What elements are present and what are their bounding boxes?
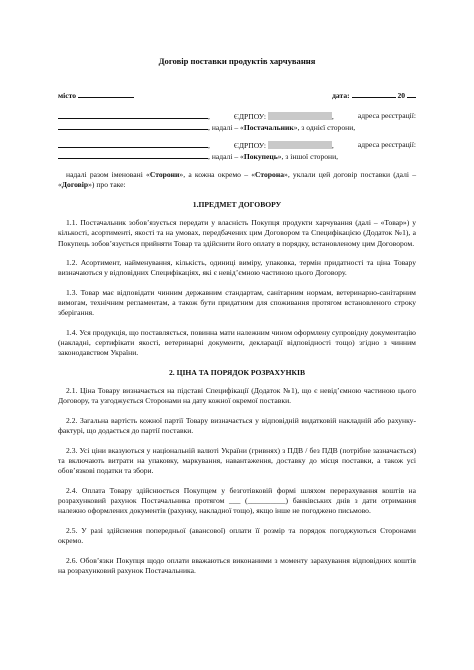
- clause-2-2: 2.2. Загальна вартість кожної партії Товару визначається у відповідній видатковій накладній або рахунку-фактурі, що додається до партії поставки.: [58, 416, 416, 436]
- buyer-role: Покупець: [243, 152, 278, 161]
- city-date-line: [58, 90, 416, 101]
- year-prefix: 20: [397, 91, 406, 100]
- clause-2-1: 2.1. Ціна Товару визначається на підставі Специфікації (Додаток №1), що є невід’ємною частиною цього Договору, та узгоджується Сторонами на дату кожної окремої поставки.: [58, 386, 416, 406]
- city-blank: [78, 90, 134, 98]
- year-blank: [407, 90, 416, 98]
- buyer-address-blank: [58, 151, 208, 159]
- buyer-named-prefix: надалі – «: [211, 152, 244, 161]
- clause-2-3: 2.3. Усі ціни вказуються у національній валюті України (гривнях) з ПДВ / без ПДВ (потрібне зазначається) та включають витрати на упаковку, маркування, навантаження, доставку до місця поставки, а також усі обов’язкові податки та збори.: [58, 445, 416, 476]
- clause-2-6: 2.6. Обов’язки Покупця щодо оплати вважаються виконаними з моменту зарахування відповідних коштів на розрахунковий рахунок Постачальника.: [58, 555, 416, 575]
- buyer-line-2: , надалі – «Покупець», з іншої сторони,: [58, 151, 416, 162]
- supplier-line-2: , надалі – «Постачальник», з однієї сторони,: [58, 122, 416, 133]
- clause-1-2: 1.2. Асортимент, найменування, кількість, одиниці виміру, упаковка, термін придатності та ціна Товару визначаються у відповідних Специфікаціях, які є невід’ємною частиною цього Договору.: [58, 258, 416, 278]
- buyer-address-label: адреса реєстрації:: [357, 140, 416, 149]
- city-label: місто: [58, 91, 77, 100]
- section-2-heading: 2. ЦІНА ТА ПОРЯДОК РОЗРАХУНКІВ: [168, 368, 306, 378]
- date-blank: [352, 90, 396, 98]
- buyer-line-1: , ЄДРПОУ: , адреса реєстрації:: [58, 140, 416, 151]
- supplier-name-blank: [58, 111, 208, 119]
- intro-paragraph: надалі разом іменовані «Сторони», а кожна окремо – «Сторона», уклали цей договір поставки (далі – «Договір») про таке:: [58, 170, 416, 190]
- buyer-edrpou-label: ЄДРПОУ:: [233, 141, 266, 150]
- clause-2-5: 2.5. У разі здійснення попередньої (авансової) оплати її розмір та порядок погоджуються Сторонами окремо.: [58, 525, 416, 546]
- clause-2-4: 2.4. Оплата Товару здійснюється Покупцем у безготівковій формі шляхом перерахування коштів на розрахунковий рахунок Постачальника протягом ___ (__________) банківських днів з дати отримання належно оформлених документів (рахунку, накладної тощо), якщо інше не погоджено письмово.: [58, 485, 416, 516]
- supplier-edrpou-redacted: [268, 112, 332, 120]
- clause-1-1: 1.1. Постачальник зобов’язується передати у власність Покупця продукти харчування (далі – «Товар») у кількості, асортименті, якості та на умовах, передбачених цим Договором та Специфікацією (Додаток №1), а Покупець зобов’язується прийняти Товар та здійснити його оплату в порядку, встановленому цим Договором.: [58, 218, 416, 248]
- clause-1-3: 1.3. Товар має відповідати чинним державним стандартам, санітарним нормам, ветеринарно-санітарним вимогам, технічним регламентам, а також бути придатним для споживання протягом встановленого строку зберігання.: [58, 288, 416, 318]
- date-group: [332, 90, 416, 101]
- document-title: Договір поставки продуктів харчування: [158, 56, 316, 66]
- buyer-edrpou-redacted: [268, 141, 332, 149]
- supplier-address-blank: [58, 122, 208, 130]
- document-body: [58, 198, 416, 586]
- supplier-line-1: , ЄДРПОУ: , адреса реєстрації:: [58, 111, 416, 122]
- supplier-named-prefix: надалі – «: [211, 123, 244, 132]
- buyer-name-blank: [58, 140, 208, 148]
- clause-1-4: 1.4. Уся продукція, що поставляється, повинна мати належним чином оформлену супровідну документацію (накладні, сертифікати якості, ветеринарні документи, декларації відповідності тощо) згідно з чинним законодавством України.: [58, 328, 416, 358]
- section-1-heading: 1.ПРЕДМЕТ ДОГОВОРУ: [192, 200, 282, 209]
- buyer-suffix: », з іншої сторони,: [277, 152, 339, 161]
- supplier-edrpou-label: ЄДРПОУ:: [233, 112, 266, 121]
- date-label: дата:: [332, 91, 350, 100]
- supplier-address-label: адреса реєстрації:: [357, 111, 416, 120]
- supplier-role: Постачальник: [243, 123, 294, 132]
- supplier-suffix: », з однієї сторони,: [293, 123, 356, 132]
